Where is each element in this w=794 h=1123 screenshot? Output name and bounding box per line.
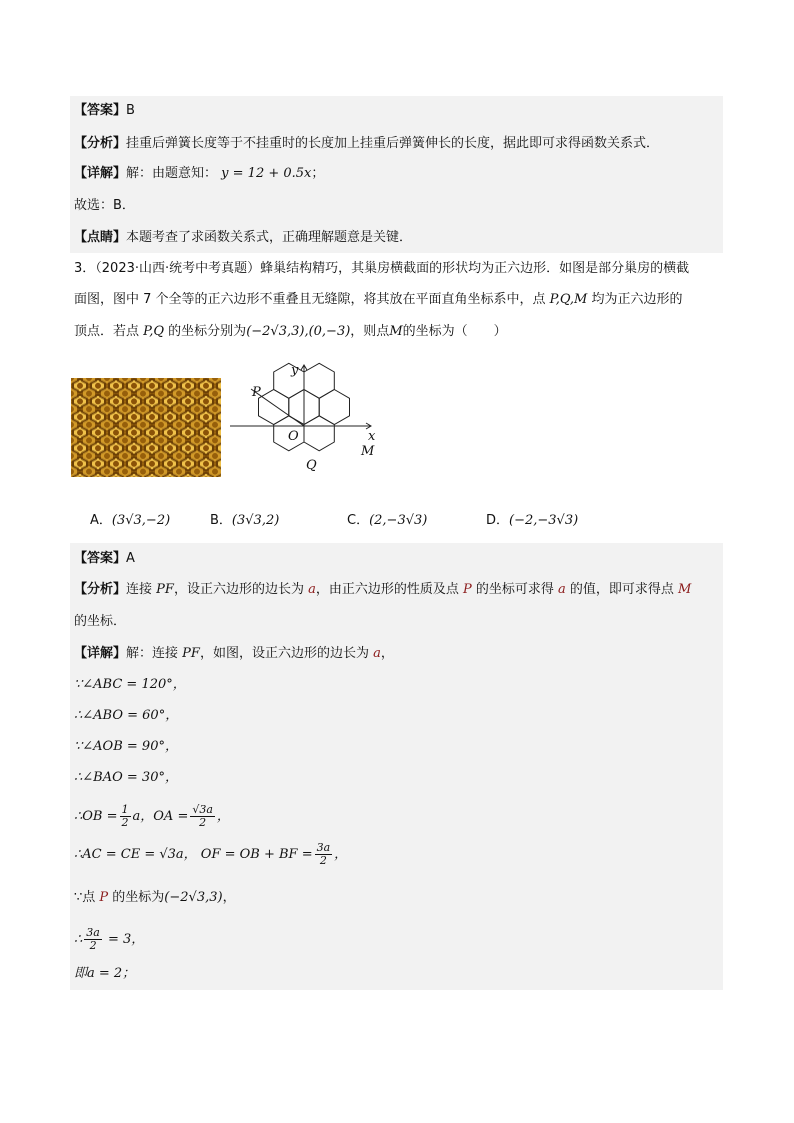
analysis2-p: P	[462, 582, 472, 597]
analysis-line-2b	[74, 612, 126, 632]
analysis-tag: 【分析】	[74, 136, 127, 151]
analysis-tag-2: 【分析】	[74, 582, 127, 597]
step-2: ∴∠ABO = 60°，	[74, 708, 179, 723]
origin-label: O	[288, 429, 299, 444]
option-d[interactable]	[486, 511, 578, 531]
answer-block-2	[70, 543, 723, 990]
detail-line-1	[74, 164, 324, 184]
step5-c: ，	[216, 809, 230, 824]
x-label: x	[368, 429, 376, 444]
analysis-text: 挂重后弹簧长度等于不挂重时的长度加上挂重后弹簧伸长的长度，据此即可求得函数关系式．	[126, 136, 660, 151]
step5-den-1: 2	[121, 816, 129, 829]
analysis-line-1	[74, 134, 659, 154]
hexagon-4	[274, 363, 304, 398]
detail-text: 解：由题意知：	[126, 166, 218, 181]
point-m-label: M	[361, 444, 375, 459]
step-7	[74, 888, 236, 908]
detail2-pf: PF	[182, 646, 200, 661]
question-point-m: M	[389, 324, 403, 339]
option-c-value: (2,−3√3)	[369, 513, 428, 528]
answer-tag: 【答案】	[74, 103, 127, 118]
answer-line-2	[74, 549, 135, 569]
analysis2-text-5: 的值，即可求得点	[565, 582, 679, 597]
point-p-label: P	[252, 385, 261, 400]
analysis-line-2	[74, 580, 691, 600]
question-points-pq: P,Q	[143, 324, 165, 339]
step5-frac-2	[190, 804, 215, 829]
analysis2-pf: PF	[156, 582, 174, 597]
step7-b: 的坐标为	[108, 890, 165, 905]
y-label: y	[291, 363, 299, 378]
note-line	[74, 228, 412, 248]
hexagon-3	[319, 390, 349, 425]
step5-den-2: 2	[199, 816, 207, 829]
selection-text: 故选：B．	[74, 198, 135, 213]
detail-tail: ；	[311, 166, 325, 181]
question-line-1	[74, 259, 689, 279]
hexagon-5	[304, 363, 334, 398]
step8-a: ∴	[74, 932, 83, 947]
question-text-3a: 顶点．若点	[74, 324, 144, 339]
question-text-3b: 的坐标分别为	[164, 324, 247, 339]
analysis2-text-6: 的坐标．	[74, 614, 127, 629]
step6-c: ，	[334, 847, 348, 862]
option-d-label: D．	[486, 513, 510, 528]
option-b-value: (3√3,2)	[231, 513, 280, 528]
step-4: ∴∠BAO = 30°，	[74, 770, 178, 785]
detail2-a: a	[373, 646, 381, 661]
hexagon-7	[304, 416, 334, 451]
analysis2-text-2: ，设正六边形的边长为	[173, 582, 309, 597]
step6-num: 3a	[316, 841, 331, 854]
step8-num: 3a	[86, 926, 100, 939]
detail-tag-2: 【详解】	[74, 646, 127, 661]
step5-frac-1	[120, 804, 131, 829]
question-text-3d: ，则点	[350, 324, 390, 339]
step7-p: P	[99, 890, 109, 905]
detail-formula: y = 12 + 0.5x	[221, 166, 312, 181]
step-6	[74, 837, 347, 873]
question-line-2	[74, 290, 683, 310]
step5-num-1: 1	[121, 803, 129, 816]
step7-coords: (−2√3,3)	[164, 890, 223, 905]
question-text-2b: 均为正六边形的	[587, 292, 683, 307]
step-3: ∵∠AOB = 90°，	[74, 739, 178, 754]
option-a[interactable]	[90, 511, 170, 531]
analysis2-text-3: ，由正六边形的性质及点	[315, 582, 463, 597]
step7-d: ，	[222, 890, 236, 905]
step5-num-2: √3a	[192, 803, 213, 816]
step8-den: 2	[89, 939, 97, 952]
question-text-3f: 的坐标为（ ）	[402, 324, 507, 339]
option-c[interactable]	[347, 511, 427, 531]
answer-value: B	[126, 103, 135, 118]
step-5	[74, 799, 230, 835]
question-text-2a: 面图，图中 7 个全等的正六边形不重叠且无缝隙，将其放在平面直角坐标系中，点	[74, 292, 550, 307]
detail2-text-1: 解：连接	[126, 646, 183, 661]
question-line-3	[74, 322, 507, 342]
question-points: P,Q,M	[549, 292, 588, 307]
step8-b: = 3，	[103, 932, 145, 947]
answer-line-1	[74, 101, 135, 121]
honeycomb-photo	[71, 378, 221, 477]
note-tag: 【点睛】	[74, 230, 127, 245]
step6-frac	[315, 842, 333, 867]
point-q-label: Q	[306, 458, 317, 473]
step7-a: ∵点	[74, 890, 100, 905]
analysis2-text-4: 的坐标可求得	[471, 582, 558, 597]
option-c-label: C．	[347, 513, 370, 528]
detail-tag: 【详解】	[74, 166, 127, 181]
analysis2-text-1: 连接	[126, 582, 157, 597]
step-9: 即a = 2；	[74, 966, 136, 981]
analysis2-a-2: a	[558, 582, 566, 597]
hexagon-2	[259, 390, 289, 425]
step-1: ∵∠ABC = 120°，	[74, 677, 186, 692]
step-8	[74, 922, 144, 958]
step6-den: 2	[319, 854, 327, 867]
step5-a: ∴OB =	[74, 809, 118, 824]
selection-line	[74, 196, 135, 216]
step8-frac	[84, 927, 102, 952]
step5-b: a，OA =	[132, 809, 189, 824]
answer-value-2: A	[126, 551, 135, 566]
note-text: 本题考查了求函数关系式，正确理解题意是关键．	[126, 230, 413, 245]
option-b-label: B．	[210, 513, 232, 528]
question-text-1: 3．（2023·山西·统考中考真题）蜂巢结构精巧，其巢房横截面的形状均为正六边形．如图是部分巢房的横截	[74, 261, 690, 276]
analysis2-m: M	[678, 582, 692, 597]
detail-line-2	[74, 644, 394, 664]
option-d-value: (−2,−3√3)	[509, 513, 579, 528]
option-a-label: A．	[90, 513, 112, 528]
detail2-text-3: ，	[380, 646, 394, 661]
question-coords: (−2√3,3),(0,−3)	[246, 324, 351, 339]
detail2-text-2: ，如图，设正六边形的边长为	[199, 646, 374, 661]
hexagon-coordinate-figure	[225, 360, 385, 500]
option-b[interactable]	[210, 511, 279, 531]
analysis2-a: a	[308, 582, 316, 597]
step6-a: ∴AC = CE = √3a， OF = OB + BF =	[74, 847, 313, 862]
answer-tag-2: 【答案】	[74, 551, 127, 566]
option-a-value: (3√3,−2)	[111, 513, 171, 528]
